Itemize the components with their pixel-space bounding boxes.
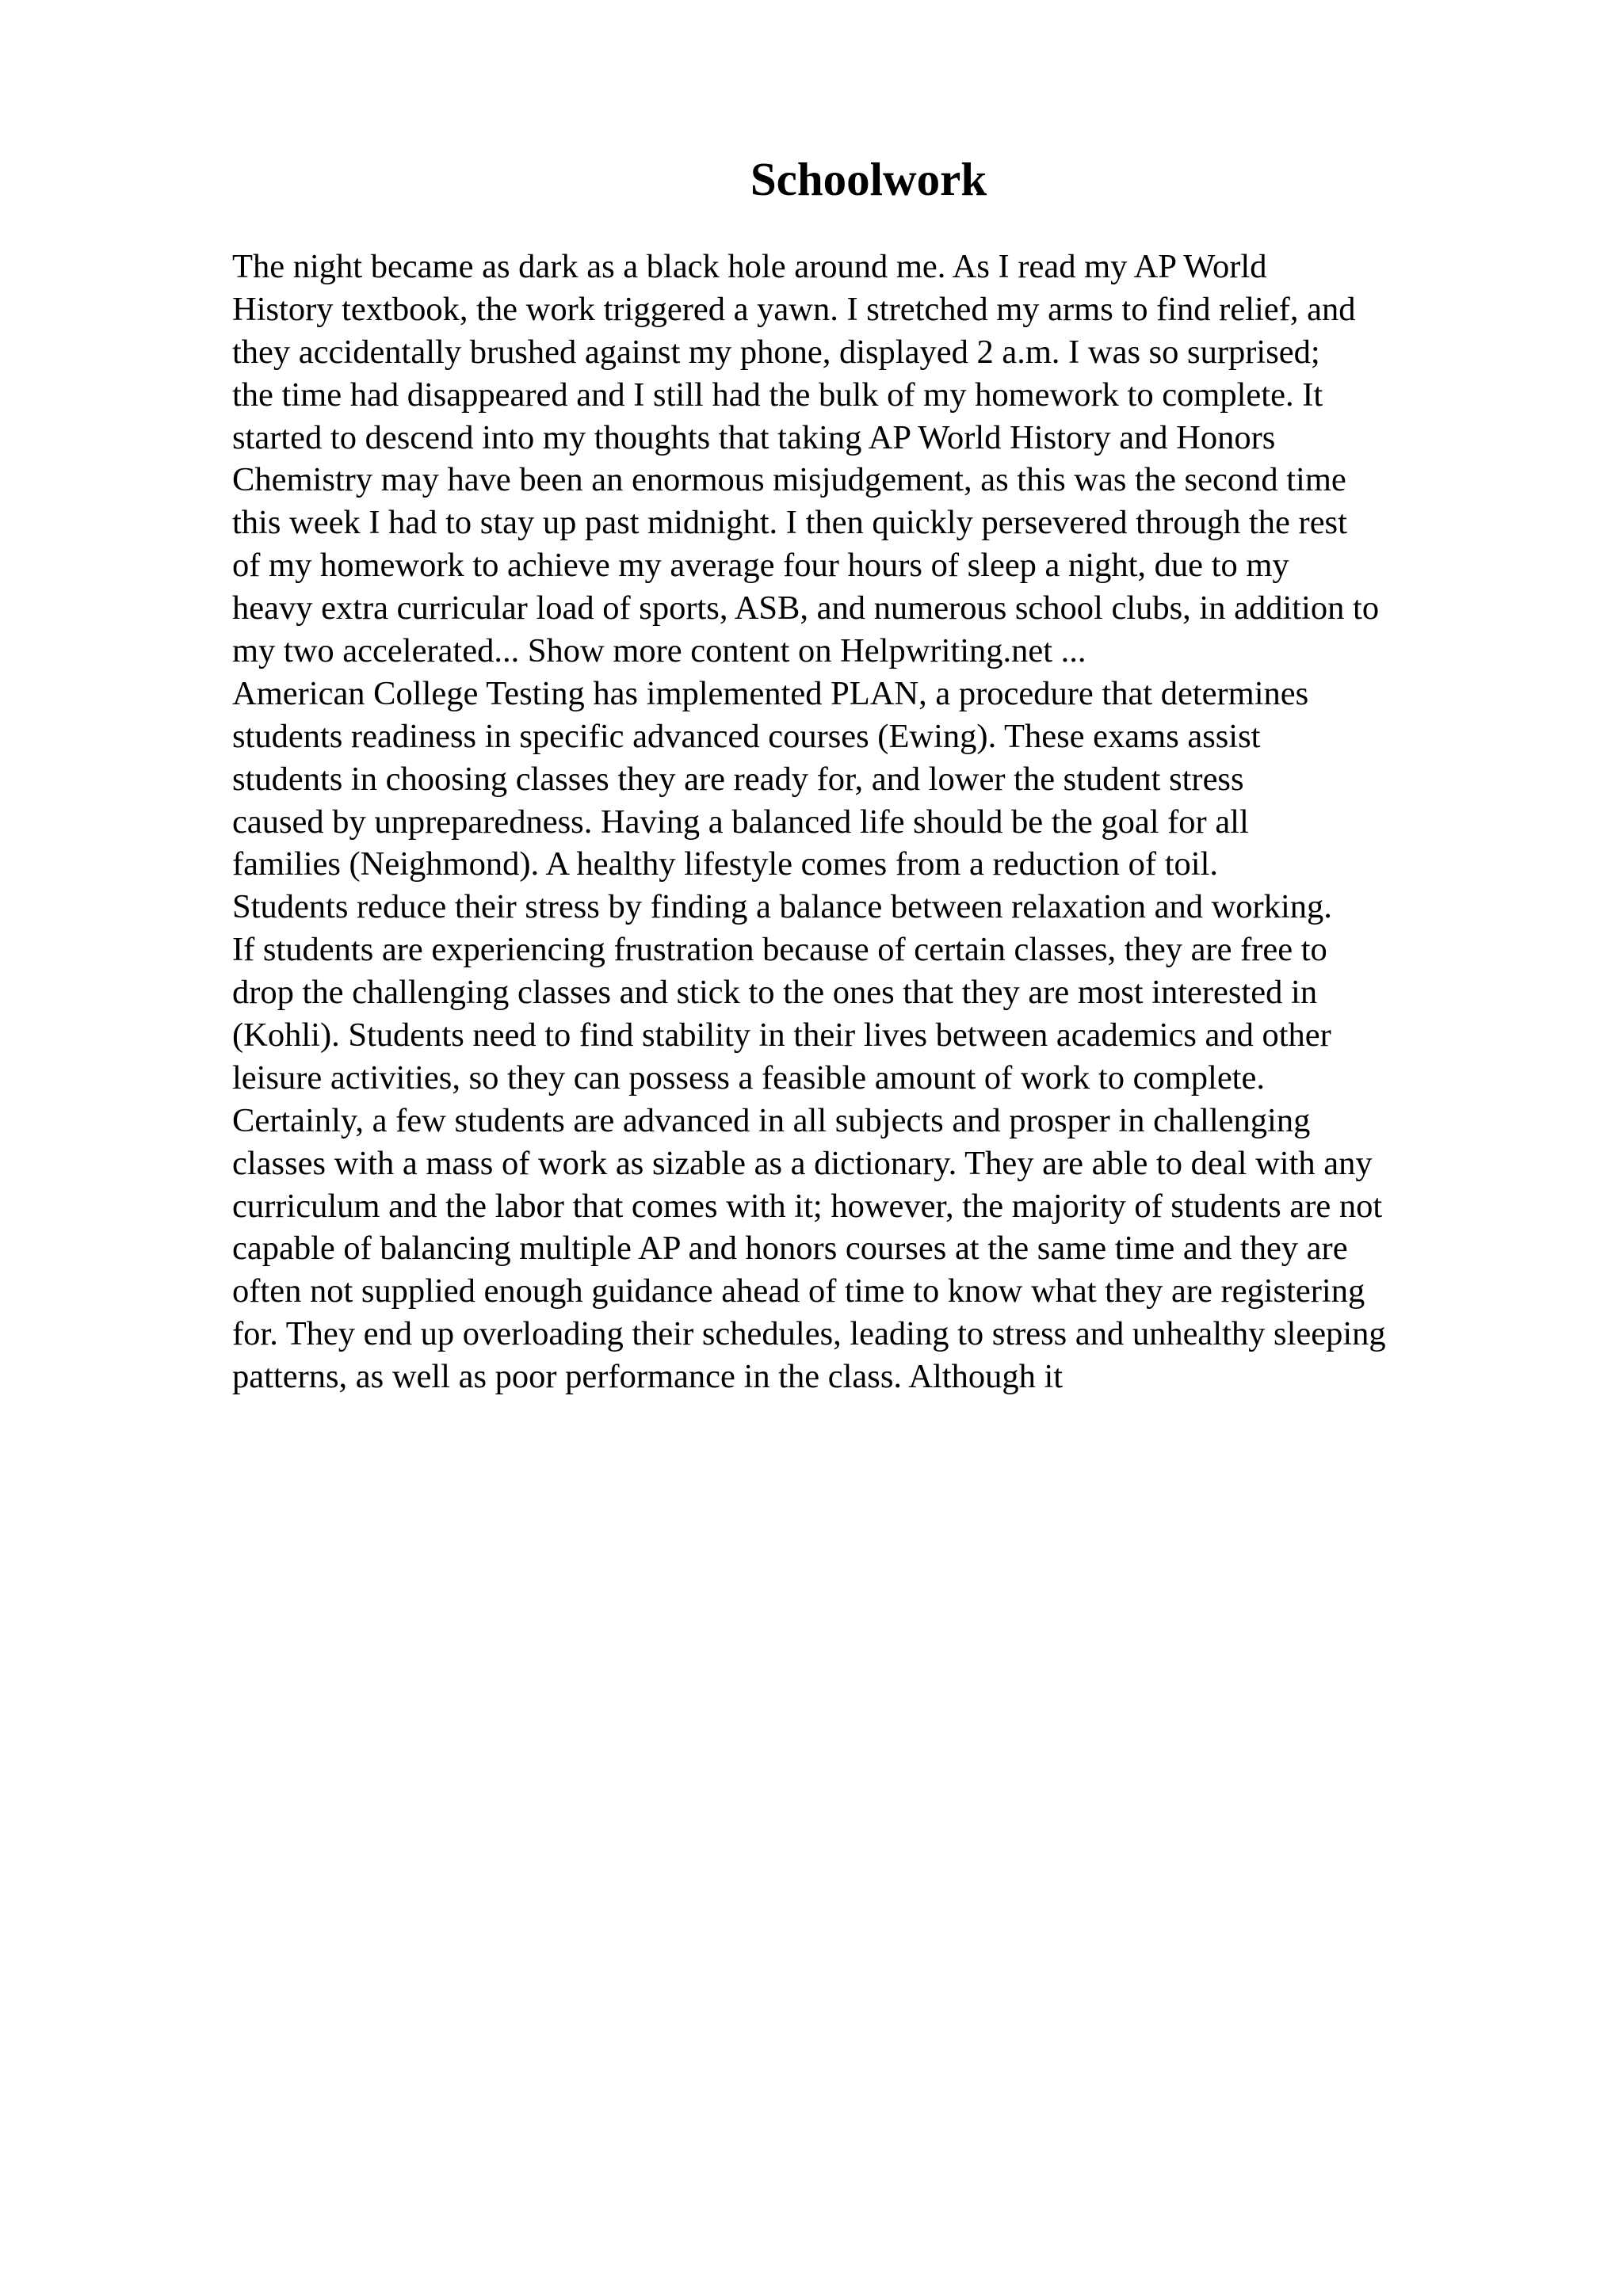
body-line: (Kohli). Students need to find stability in their lives between academics and other <box>232 1016 1331 1055</box>
body-line: curriculum and the labor that comes with it; however, the majority of students are not <box>232 1187 1383 1225</box>
body-line: caused by unpreparedness. Having a balanced life should be the goal for all <box>232 803 1249 841</box>
body-line: they accidentally brushed against my phone, displayed 2 a.m. I was so surprised; <box>232 333 1320 371</box>
body-line: History textbook, the work triggered a yawn. I stretched my arms to find relief, and <box>232 290 1356 328</box>
body-line: started to descend into my thoughts that taking AP World History and Honors <box>232 418 1276 456</box>
body-line: If students are experiencing frustration because of certain classes, they are free to <box>232 931 1327 969</box>
body-line: heavy extra curricular load of sports, ASB, and numerous school clubs, in addition to <box>232 589 1380 627</box>
body-line: patterns, as well as poor performance in the class. Although it <box>232 1358 1064 1396</box>
body-line: classes with a mass of work as sizable as a dictionary. They are able to deal with any <box>232 1144 1373 1182</box>
body-line: Students reduce their stress by finding a balance between relaxation and working. <box>232 888 1332 926</box>
body-line: students readiness in specific advanced courses (Ewing). These exams assist <box>232 717 1261 755</box>
body-line: the time had disappeared and I still had the bulk of my homework to complete. It <box>232 376 1323 414</box>
body-line: drop the challenging classes and stick to the ones that they are most interested in <box>232 974 1318 1012</box>
body-line: The night became as dark as a black hole around me. As I read my AP World <box>232 248 1267 285</box>
body-line: Certainly, a few students are advanced in all subjects and prosper in challenging <box>232 1101 1311 1139</box>
body-line: for. They end up overloading their schedules, leading to stress and unhealthy sleeping <box>232 1315 1386 1353</box>
body-line: students in choosing classes they are ready for, and lower the student stress <box>232 760 1244 798</box>
body-line: often not supplied enough guidance ahead of time to know what they are registering <box>232 1272 1365 1310</box>
document-title: Schoolwork <box>750 153 987 205</box>
document-body <box>232 246 1532 1398</box>
body-line: Chemistry may have been an enormous misjudgement, as this was the second time <box>232 461 1346 499</box>
body-line: my two accelerated... Show more content on Helpwriting.net ... <box>232 632 1086 670</box>
body-line: of my homework to achieve my average four hours of sleep a night, due to my <box>232 547 1289 585</box>
body-line: families (Neighmond). A healthy lifestyle comes from a reduction of toil. <box>232 845 1218 883</box>
body-line: capable of balancing multiple AP and honors courses at the same time and they are <box>232 1230 1348 1268</box>
body-line: this week I had to stay up past midnight. I then quickly persevered through the rest <box>232 504 1347 542</box>
body-line: leisure activities, so they can possess a feasible amount of work to complete. <box>232 1058 1265 1097</box>
body-line: American College Testing has implemented PLAN, a procedure that determines <box>232 674 1309 712</box>
